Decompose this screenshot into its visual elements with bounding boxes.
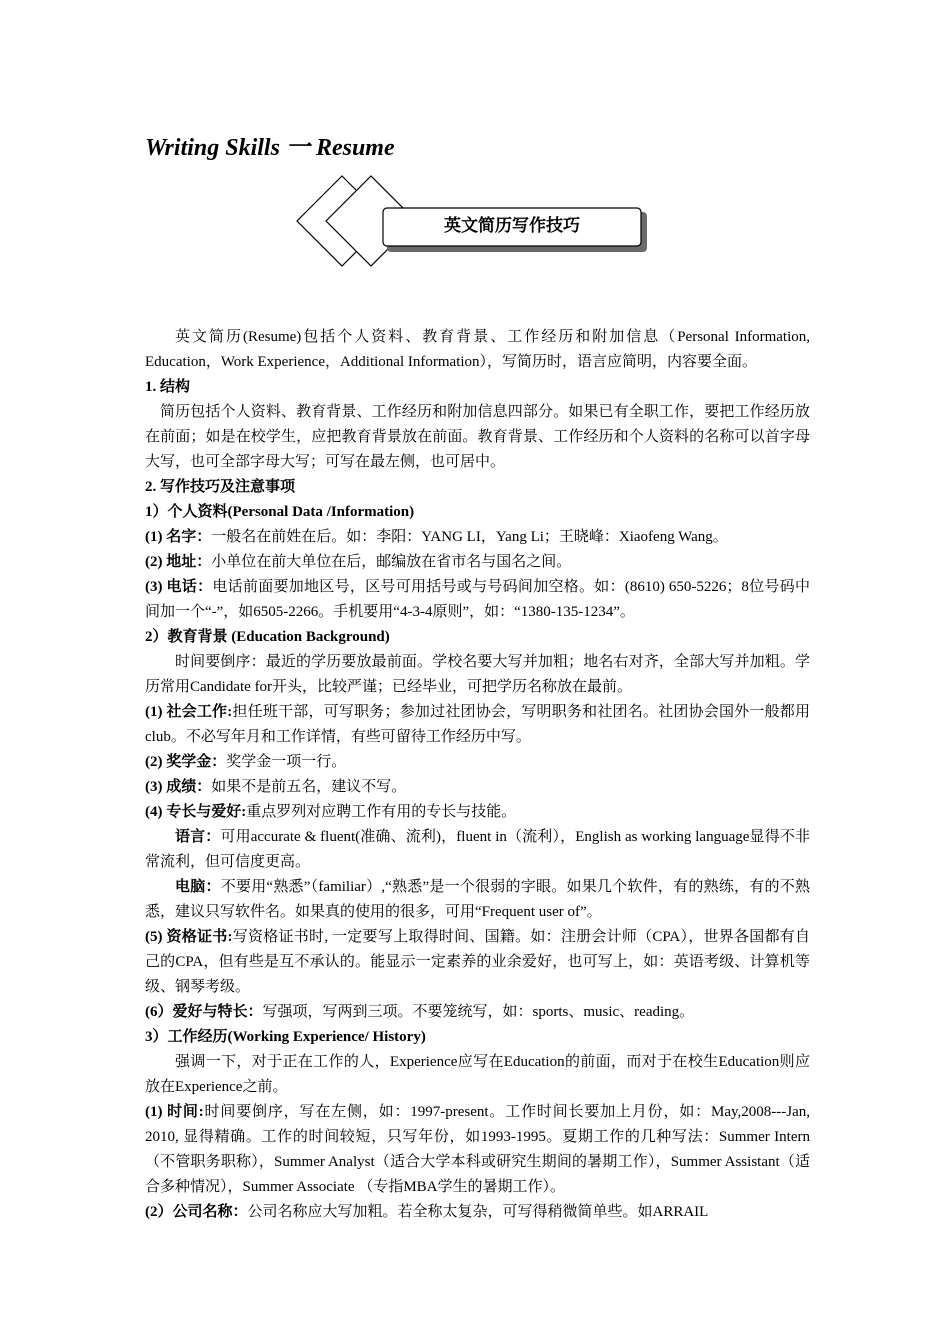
item-text: 小单位在前大单位在后，邮编放在省市名与国名之间。: [211, 554, 572, 570]
item-text: 电话前面要加地区号，区号可用括号或与号码间加空格。如：(8610) 650-5226；8位号码中间加一个“-”，如6505-2266。手机要用“4-3-4原则”，如：“1380-135-1234”。: [145, 579, 810, 620]
banner-label: 英文简历写作技巧: [444, 216, 580, 236]
item-text: 担任班干部，可写职务；参加过社团协会，写明职务和社团名。社团协会国外一般都用club。不必写年月和工作详情，有些可留待工作经历中写。: [145, 704, 810, 745]
intro-paragraph: 英文简历(Resume)包括个人资料、教育背景、工作经历和附加信息（Personal Information, Education，Work Experience，Additional Information），写简历时，语言应简明，内容要全面。: [145, 329, 810, 370]
item-text: 公司名称应大写加粗。若全称太复杂，可写得稍微简单些。如ARRAIL: [247, 1204, 709, 1220]
social-work-item: [145, 700, 810, 750]
scholarship-item: [145, 750, 810, 775]
title-banner: [145, 170, 810, 325]
education-heading: 2）教育背景 (Education Background): [145, 629, 390, 645]
item-text: 重点罗列对应聘工作有用的专长与技能。: [246, 804, 517, 820]
section-2-heading: 2. 写作技巧及注意事项: [145, 479, 296, 495]
document-title: Writing Skills 一 Resume: [145, 135, 395, 161]
item-text: 写强项，写两到三项。不要笼统写，如：sports、music、reading。: [262, 1004, 695, 1020]
item-label: 电脑：: [175, 879, 221, 895]
item-text: 一般名在前姓在后。如：李阳：YANG LI，Yang Li；王晓峰：Xiaofeng Wang。: [211, 529, 728, 545]
item-text: 如果不是前五名，建议不写。: [211, 779, 407, 795]
certificate-item: [145, 925, 810, 1000]
item-label: (1) 时间:: [145, 1104, 204, 1120]
address-item: [145, 550, 810, 575]
item-label: (4) 专长与爱好:: [145, 804, 247, 820]
item-label: (1) 社会工作:: [145, 704, 233, 720]
item-text: 不要用“熟悉”（familiar）,“熟悉”是一个很弱的字眼。如果几个软件，有的熟练，有的不熟悉，建议只写软件名。如果真的使用的很多，可用“Frequent user of”。: [145, 879, 810, 920]
item-label: (6）爱好与特长：: [145, 1004, 263, 1020]
item-text: 可用accurate & fluent(准确、流利)，fluent in（流利），English as working language显得不非常流利，但可信度更高。: [145, 829, 810, 870]
hobbies-item: [145, 1000, 810, 1025]
education-intro: 时间要倒序：最近的学历要放最前面。学校名要大写并加粗；地名右对齐，全部大写并加粗。学历常用Candidate for开头，比较严谨；已经毕业，可把学历名称放在最前。: [145, 654, 810, 695]
item-label: (3) 电话：: [145, 579, 213, 595]
time-item: [145, 1100, 810, 1200]
item-label: (2) 奖学金：: [145, 754, 227, 770]
section-1-heading: 1. 结构: [145, 379, 191, 395]
item-label: (3) 成绩：: [145, 779, 212, 795]
work-experience-heading: 3）工作经历(Working Experience/ History): [145, 1029, 426, 1045]
document-page: [145, 130, 810, 1225]
item-label: (1) 名字：: [145, 529, 212, 545]
computer-item: [145, 875, 810, 925]
personal-data-heading: 1）个人资料(Personal Data /Information): [145, 504, 415, 520]
item-text: 写资格证书时, 一定要写上取得时间、国籍。如：注册会计师（CPA），世界各国都有自己的CPA，但有些是互不承认的。能显示一定素养的业余爱好，也可写上，如：英语考级、计算机等级、钢琴考级。: [145, 929, 810, 995]
grades-item: [145, 775, 810, 800]
item-label: (2) 地址：: [145, 554, 212, 570]
section-1-text: 简历包括个人资料、教育背景、工作经历和附加信息四部分。如果已有全职工作，要把工作经历放在前面；如是在校学生，应把教育背景放在前面。教育背景、工作经历和个人资料的名称可以首字母大写，也可全部字母大写；可写在最左侧，也可居中。: [145, 404, 810, 470]
name-item: [145, 525, 810, 550]
item-text: 奖学金一项一行。: [226, 754, 347, 770]
company-name-item: [145, 1200, 810, 1225]
item-label: 语言：: [175, 829, 221, 845]
language-item: [145, 825, 810, 875]
skills-item: [145, 800, 810, 825]
item-text: 时间要倒序，写在左侧，如：1997-present。工作时间长要加上月份，如：May,2008---Jan, 2010, 显得精确。工作的时间较短，只写年份，如1993-1995。夏期工作的几种写法：Summer Intern（不管职务职称），Summer Analyst（适合大学本科或研究生期间的暑期工作），Summer Assistant（适合多种情况），Summer Associate （专指MBA学生的暑期工作）。: [145, 1104, 810, 1195]
phone-item: [145, 575, 810, 625]
item-label: (5) 资格证书:: [145, 929, 233, 945]
item-label: (2）公司名称：: [145, 1204, 248, 1220]
work-experience-intro: 强调一下，对于正在工作的人，Experience应写在Education的前面，而对于在校生Education则应放在Experience之前。: [145, 1054, 810, 1095]
